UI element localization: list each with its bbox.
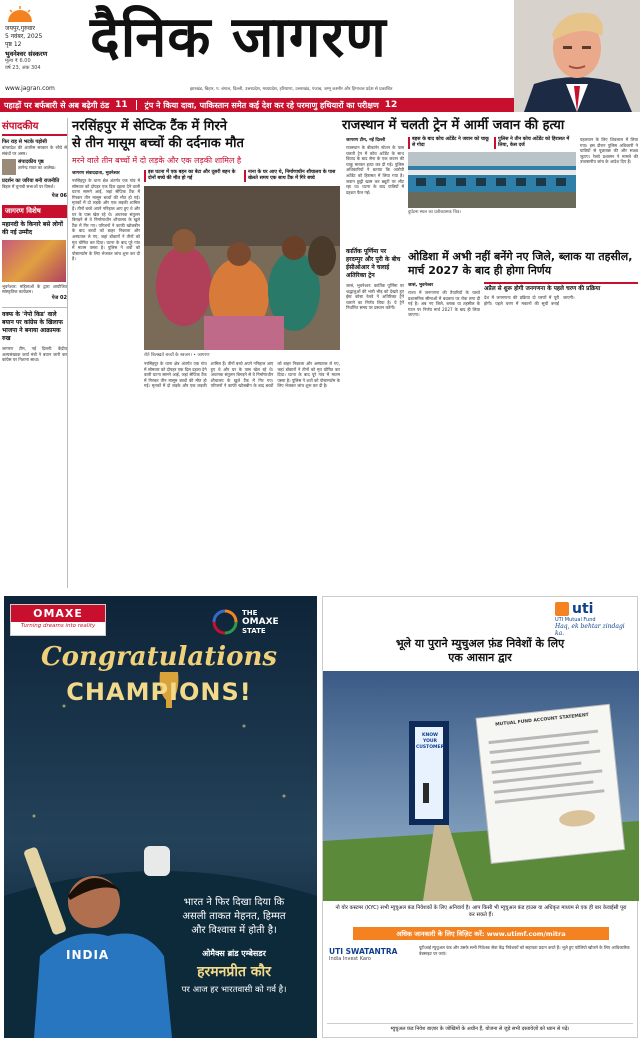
omaxe-brand: OMAXE: [11, 605, 105, 622]
omaxe-tagline: Turning dreams into reality: [20, 623, 96, 629]
door-text: KNOW YOUR CUSTOMER: [415, 733, 445, 750]
story2-bullet: बहस के बाद कोच अटेंडेंट ने जवान को चाकू से गोदा: [408, 137, 490, 149]
champions-text: CHAMPIONS!: [66, 678, 252, 706]
vishesh-heading: जागरण विशेष: [2, 205, 67, 218]
sidebar-item-title: प्रदर्शन का जरिया बनी राजनीति: [2, 178, 60, 185]
message-line2: असली ताकत मेहनत, हिम्मत: [182, 911, 286, 922]
message-line3: और विश्वास में होती है।: [191, 925, 277, 936]
omaxe-state-line2: OMAXE: [242, 616, 279, 627]
top-bar-left-page: 11: [115, 100, 128, 110]
sun-logo-icon: [6, 6, 34, 22]
story1-subhead: मरने वाले तीन बच्चों में दो लड़के और एक लड़की शामिल है: [72, 156, 242, 165]
sidebar-page-ref[interactable]: पेज 06: [51, 192, 67, 199]
top-bar-right-text[interactable]: ट्रंप ने किया दावा, पाकिस्तान समेत कई देश कर रहे परमाणु हथियारों का परीक्षण: [144, 100, 379, 110]
story1-photo-caption: रोते बिलखते बच्चों के स्वजन। • जागरण: [144, 353, 210, 358]
omaxe-state-line3: STATE: [242, 626, 266, 635]
story1: [72, 118, 342, 588]
omaxe-state-line1: THE: [242, 608, 258, 617]
uti-url-bar[interactable]: अधिक जानकारी के लिए विज़िट करें: www.utimf.com/mitra: [353, 927, 609, 940]
uti-headline-line2: एक आसान द्वार: [448, 651, 512, 664]
trump-portrait: [514, 0, 640, 112]
swatantra-title: UTI SWATANTRA: [329, 947, 398, 956]
story1-byline: जागरण संवाददाता, भुवनेश्वर: [72, 171, 120, 176]
sidebar-item-text: बिहार में चुनावी सभाओं पर विमर्श।: [2, 184, 55, 190]
masthead-title: दैनिक जागरण: [90, 4, 387, 70]
story2-sub: [346, 248, 404, 588]
sidebar-heading: संपादकीय: [2, 118, 67, 136]
omaxe-message: [154, 896, 314, 938]
story3-box-body: देश में जनगणना की प्रक्रिया दो चरणों में पूरी होगी। पहले चरण में मकानों की सूची बनाई जाएगी।: [484, 295, 575, 306]
congrats-text: Congratulations: [40, 642, 278, 672]
top-headline-bar: [0, 98, 514, 112]
sidebar: [2, 118, 68, 588]
uti-slogan: Haq, ek behtar zindagi ka.: [555, 623, 625, 637]
masthead: [0, 0, 640, 98]
sidebar-item-text: ज्ञानेन्द्र रावत का आलेख।: [18, 165, 56, 171]
story1-body-cont: नरसिंहपुर के थाना क्षेत्र अंतर्गत एक गांव में सोमवार को दोपहर एक दिल दहला देने वाली घटना सामने आई, जहां सेप्टिक टैंक में गिरकर तीन मासूम बच्चों की मौत हो गई। मृतकों में दो लड़के और एक लड़की शामिल हैं। तीनों बच्चे अपने ननिहाल आए हुए थे और घर के पास खेल रहे थे। अचानक संतुलन बिगड़ने से वे निर्माणाधीन शौचालय के खुले टैंक में गिर गए। परिजनों ने काफी खोजबीन के बाद बच्चों को बाहर निकाला और अस्पताल ले गए, जहां डॉक्टरों ने तीनों को मृत घोषित कर दिया। घटना के बाद पूरे गांव में मातम पसरा है। पुलिस ने शवों को पोस्टमार्टम के लिए भेजकर जांच शुरू कर दी है।: [144, 361, 340, 389]
story2-bullet: पुलिस ने तीन कोच अटेंडेंट को हिरासत में लिया, केस दर्ज: [494, 137, 576, 149]
jersey-text: INDIA: [66, 948, 110, 962]
vishesh-title[interactable]: महानदी के किनारे बसे लोगों की नई उम्मीद: [2, 220, 63, 236]
uti-brand: uti: [572, 601, 594, 617]
sidebar-item[interactable]: [2, 139, 67, 156]
masthead-price: मूल्य ₹ 6.00: [5, 58, 31, 64]
website-link[interactable]: www.jagran.com: [5, 85, 55, 92]
uti-logo-icon: [555, 602, 569, 616]
omaxe-logo: [10, 604, 106, 636]
story2-sub-body: जासं, भुवनेश्वर: कार्तिक पूर्णिमा पर श्रद्धालुओं की भारी भीड़ को देखते हुए ईस्ट कोस्ट रेलवे ने अतिरिक्त ट्रेनें चलाने का निर्णय लिया है। ये ट्रेनें निर्धारित समय पर प्रस्थान करेंगी।: [346, 283, 404, 311]
sidebar-item-title: संपादकीय पृष्ठ: [18, 159, 44, 166]
sidebar-bottom-text: जागरण टीम, नई दिल्ली: केंद्रीय अल्पसंख्यक कार्य मंत्री ने बयान जारी कर कांग्रेस पर निशाना साधा।: [2, 345, 67, 363]
uti-ad[interactable]: [322, 596, 638, 1038]
masthead-info: वर्ष 23, अंक 304: [5, 65, 41, 71]
uti-headline-line1: भूले या पुराने म्युचुअल फ़ंड निवेशों के लिए: [395, 637, 565, 650]
train-photo-caption: दुर्घटना स्थल का प्रतीकात्मक चित्र।: [408, 210, 461, 215]
story1-photo: [144, 186, 340, 350]
top-bar-right-page: 12: [384, 100, 398, 110]
train-photo: [408, 152, 576, 208]
story1-headline-line2: से तीन मासूम बच्चों की दर्दनाक मौत: [72, 136, 244, 151]
story2-byline: जागरण टीम, नई दिल्ली: [346, 138, 386, 143]
vishesh-caption: भुवनेश्वर: महिलाओं के द्वारा आयोजित सांस्कृतिक कार्यक्रम।: [2, 283, 67, 295]
divider: [136, 100, 137, 110]
story2-headline[interactable]: राजस्थान में चलती ट्रेन में आर्मी जवान की हत्या: [342, 118, 565, 133]
vishesh-photo: [2, 240, 66, 282]
door-scene: [323, 671, 639, 901]
kyc-text: नो योर कस्टमर (KYC) सभी म्युचुअल फ़ंड निवेशकों के लिए अनिवार्य है। आप किसी भी म्युचुअल फ़ंड हाउस या अधिकृत माध्यम से एक ही बार केवाईसी पूरा कर सकते हैं।: [335, 905, 627, 918]
sidebar-bottom-title[interactable]: वक्फ के 'नेपो किड' वाले बयान पर कांग्रेस के खिलाफ भाजपा ने बनाया आक्रामक रुख: [2, 307, 67, 343]
story1-headline[interactable]: [72, 118, 342, 152]
omaxe-ad[interactable]: [4, 596, 317, 1038]
ambassador-label: ओमैक्स ब्रांड एम्बेसडर: [202, 949, 266, 958]
sidebar-item[interactable]: [2, 178, 67, 190]
states-line: झारखंड, बिहार, प. बंगाल, दिल्ली, उत्तरप्रदेश, मध्यप्रदेश, हरियाणा, उत्तराखंड, पंजाब, जम्मू कश्मीर और हिमाचल प्रदेश से प्रकाशित: [190, 87, 393, 92]
omaxe-state-icon: [212, 609, 238, 635]
story3-box-heading[interactable]: अप्रैल से शुरू होगी जनगणना के पहले चरण की प्रक्रिया: [484, 282, 638, 293]
sidebar-item-title: फिर राह से भटके पड़ोसी: [2, 139, 47, 145]
story2-right-body: पहलवान के लिए शिवलाल में लिया गया। इस दौरान पुलिस अधिकारी ने यात्रियों से पूछताछ की और साक्ष्य जुटाए। रेलवे प्रशासन ने मामले की उच्चस्तरीय जांच के आदेश दिए हैं।: [580, 137, 638, 165]
story2-sub-headline[interactable]: कार्तिक पूर्णिमा पर हरदम्पुर और पुरी के बीच ईसीओआर ने चलाई अतिरिक्त ट्रेन: [346, 248, 401, 279]
omaxe-state-logo: [212, 602, 314, 642]
top-bar-left-text[interactable]: पहाड़ों पर बर्फबारी से अब बढ़ेगी ठंड: [4, 100, 110, 110]
story1-body: नरसिंहपुर के थाना क्षेत्र अंतर्गत एक गांव में सोमवार को दोपहर एक दिल दहला देने वाली घटना सामने आई, जहां सेप्टिक टैंक में गिरकर तीन मासूम बच्चों की मौत हो गई। मृतकों में दो लड़के और एक लड़की शामिल हैं। तीनों बच्चे अपने ननिहाल आए हुए थे और घर के पास खेल रहे थे। अचानक संतुलन बिगड़ने से वे निर्माणाधीन शौचालय के खुले टैंक में गिर गए। परिजनों ने काफी खोजबीन के बाद बच्चों को बाहर निकाला और अस्पताल ले गए, जहां डॉक्टरों ने तीनों को मृत घोषित कर दिया। घटना के बाद पूरे गांव में मातम पसरा है। पुलिस ने शवों को पोस्टमार्टम के लिए भेजकर जांच शुरू कर दी है।: [72, 178, 140, 262]
vishesh-page[interactable]: पेज 02: [51, 294, 67, 301]
uti-disclaimer: म्युचुअल फ़ंड निवेश बाज़ार के जोखिमों के अधीन हैं, योजना से जुड़े सभी दस्तावेज़ों को ध्यान से पढ़ें।: [327, 1023, 633, 1032]
uti-logo: [555, 601, 635, 637]
story3: [408, 250, 638, 588]
message-line1: भारत ने फिर दिखा दिया कि: [183, 897, 285, 908]
story3-headline[interactable]: ओडिशा में अभी नहीं बनेंगे नए जिले, ब्लाक या तहसील, मार्च 2027 के बाद ही होगा निर्णय: [408, 250, 633, 277]
story1-headline-line1: नरसिंहपुर में सेप्टिक टैंक में गिरने: [72, 119, 227, 134]
story1-bullet: इस घटना में एक बहन का बेटा और दूसरी बहन के दोनों बच्चे की मौत हो गई: [144, 170, 240, 182]
swatantra-logo: [329, 947, 415, 977]
masthead-city-date: जयपुर,गुरुवार: [5, 25, 36, 32]
columnist-photo: [2, 159, 16, 175]
story1-bullet: नाना के घर आए थे, निर्माणाधीन शौचालय के पास खेलते समय एक साथ टैंक में गिरे बच्चे: [244, 170, 340, 182]
sidebar-item-text: बांग्लादेश की अंतरिम सरकार के रवैये से संबंधों पर असर।: [2, 145, 67, 156]
story3-body: राज्य में जनगणना की तैयारियों के चलते प्रशासनिक सीमाओं में बदलाव पर रोक लगा दी गई है। अब नए जिले, ब्लाक या तहसील के गठन पर निर्णय मार्च 2027 के बाद ही लिया जाएगा।: [408, 290, 480, 318]
story3-byline: जासं, भुवनेश्वर: [408, 283, 434, 288]
story2: [342, 118, 638, 248]
pride-line: पर आज हर भारतवासी को गर्व है।: [181, 985, 287, 995]
masthead-date: 5 नवंबर, 2025: [5, 33, 43, 40]
statement-title: MUTUAL FUND ACCOUNT STATEMENT: [495, 712, 590, 728]
swatantra-sub: India Invest Karo: [329, 956, 371, 962]
sidebar-item[interactable]: [2, 159, 67, 175]
uti-small-print: यूटीआई म्युचुअल फंड और उसके सभी निवेशक सेवा केंद्र निवेशकों को सहायता प्रदान करते हैं। भूले हुए फोलियो खोजने के लिए आधिकारिक वेबसाइट पर जाएं।: [419, 945, 630, 956]
masthead-pages: पृष्ठ 12: [5, 41, 22, 48]
uti-headline: [327, 637, 633, 665]
story2-body: राजस्थान के बीकानेर स्टेशन के पास चलती ट्रेन में कोच अटेंडेंट के साथ विवाद के बाद सेना के एक जवान की चाकू मारकर हत्या कर दी गई। पुलिस अधिकारियों ने बताया कि आरोपी अटेंडेंट को हिरासत में लिया गया है। जवान छुट्टी खत्म कर ड्यूटी पर लौट रहा था। घटना के बाद यात्रियों में दहशत फैल गई।: [346, 145, 404, 195]
uti-brand-sub: UTI Mutual Fund: [555, 617, 596, 623]
ambassador-name: हरमनप्रीत कौर: [197, 964, 271, 980]
masthead-edition: भुवनेश्वर संस्करण: [5, 50, 48, 58]
